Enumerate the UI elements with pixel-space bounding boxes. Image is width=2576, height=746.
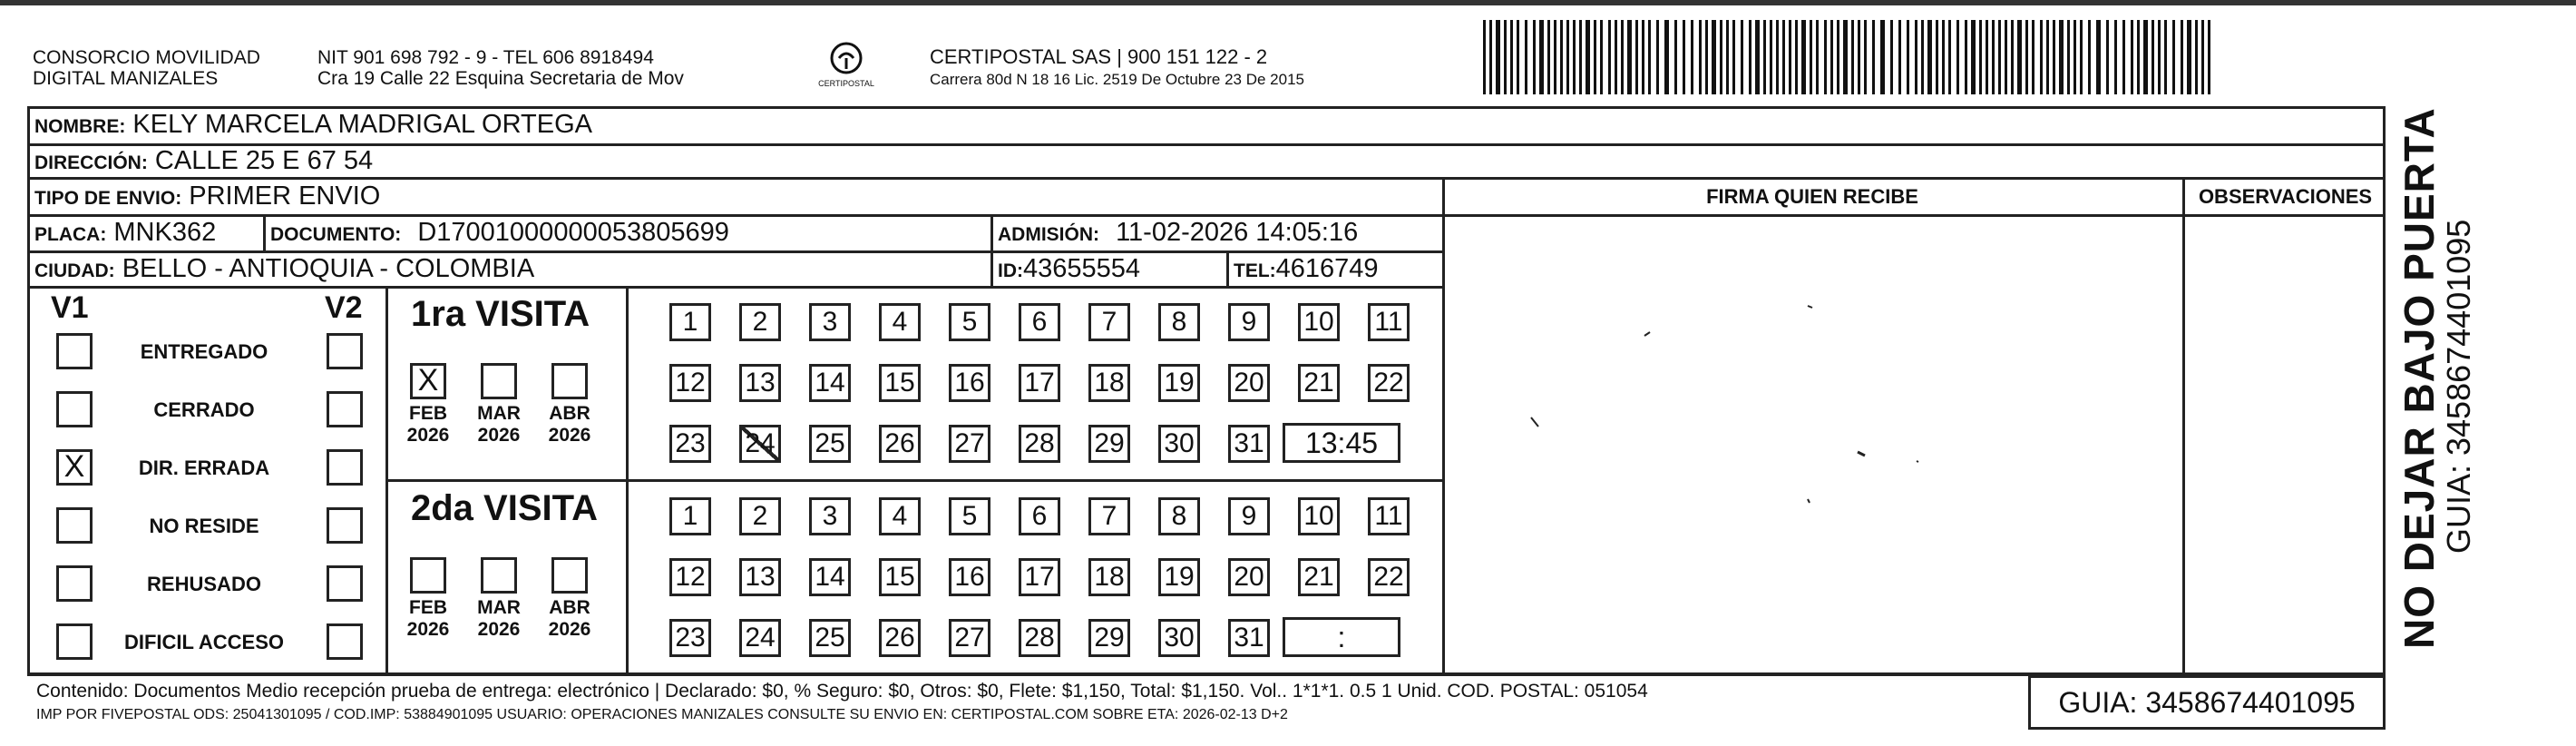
day-box[interactable]: 11 [1368,497,1410,535]
barcode-bar [1674,20,1677,94]
barcode-bar [1927,20,1932,94]
month-checkbox[interactable] [481,363,517,399]
barcode-bar [1517,20,1519,94]
v2-heading: V2 [325,290,363,325]
barcode-bar [1942,20,1945,94]
barcode-bar [1880,20,1885,94]
v1-checkbox[interactable] [56,391,93,427]
footer-line-2: IMP POR FIVEPOSTAL ODS: 25041301095 / COD.IMP: 53884901095 USUARIO: OPERACIONES MANIZALES CONSULTE SU ENVIO EN: CERTIPOSTAL.COM SOBRE ETA: 2026-02-13 D+2 [36,707,1288,722]
certipostal-info [930,45,1304,89]
barcode-bar [1858,20,1860,94]
barcode-bar [2122,20,2125,94]
barcode-bar [2080,20,2083,94]
month-year: 2026 [406,619,450,640]
day-box[interactable]: 1 [669,303,711,341]
barcode-bar [2143,20,2148,94]
nombre-label: NOMBRE: [34,116,126,137]
day-box[interactable]: 17 [1019,364,1060,402]
day-box[interactable]: 16 [949,558,990,596]
footer-guia: GUIA: 3458674401095 [2058,686,2356,719]
ciudad-label: CIUDAD: [34,260,115,281]
col-line-admision [990,214,993,286]
barcode-bar [1776,20,1779,94]
barcode-bar [1554,20,1556,94]
barcode-bar [2114,20,2117,94]
day-box[interactable]: 26 [879,619,921,657]
barcode-bar [1525,20,1527,94]
barcode-bar [1489,20,1492,94]
barcode-bar [1872,20,1875,94]
day-box[interactable]: 10 [1298,497,1340,535]
tipo-envio-value: PRIMER ENVIO [189,182,381,211]
day-box[interactable]: 27 [949,619,990,657]
day-box[interactable]: 1 [669,497,711,535]
barcode-bar [2046,20,2049,94]
barcode-bar [1971,20,1976,94]
day-box[interactable]: 25 [809,619,851,657]
footer-line-1: Contenido: Documentos Medio recepción prueba de entrega: electrónico | Declarado: $0, % Seguro: $0, Otros: $0, Flete: $1,150, Total: $1,150. Vol.. 1*1*1. 0.5 1 Unid. COD. POSTAL: 051054 [36,681,1648,702]
signature-area [1445,218,2182,672]
visit-time-box[interactable]: : [1283,617,1400,657]
barcode-bar [1843,20,1848,94]
v2-checkbox[interactable] [327,507,363,544]
certi-line-1: CERTIPOSTAL SAS | 900 151 122 - 2 [930,45,1268,68]
day-box[interactable]: 3 [809,497,851,535]
ciudad-field [34,255,534,285]
barcode-bar [1705,20,1708,94]
row-line [27,177,2386,180]
v1-checkbox[interactable] [56,507,93,544]
day-box[interactable]: 26 [879,425,921,463]
barcode-bar [1699,20,1702,94]
barcode-bar [1998,20,2001,94]
day-box[interactable]: 12 [669,364,711,402]
barcode-bar [2053,20,2055,94]
placa-value: MNK362 [113,218,217,247]
admision-label: ADMISIÓN: [998,224,1099,245]
day-box[interactable]: 31 [1228,619,1270,657]
barcode-bar [1615,20,1617,94]
outcome-label: NO RESIDE [149,515,259,537]
admision-field [998,219,1358,249]
day-box[interactable]: 15 [879,558,921,596]
day-box[interactable]: 19 [1158,558,1200,596]
barcode-bar [1749,20,1751,94]
day-box[interactable]: 29 [1088,619,1130,657]
barcode-bar [1635,20,1638,94]
month-checkbox[interactable] [551,363,588,399]
day-box[interactable]: 28 [1019,425,1060,463]
day-box[interactable]: 27 [949,425,990,463]
day-box[interactable]: 13 [739,364,781,402]
day-box[interactable]: 13 [739,558,781,596]
month-year: 2026 [477,619,521,640]
col-line-obs [2182,177,2185,673]
id-field [998,255,1140,285]
ciudad-value: BELLO - ANTIOQUIA - COLOMBIA [122,254,535,283]
v1-checkbox[interactable] [56,623,93,660]
barcode-bar [2073,20,2076,94]
col-line-documento [263,214,266,250]
barcode-bar [1789,20,1791,94]
barcode-bar [1726,20,1729,94]
barcode-bar [2067,20,2070,94]
tel-label: TEL: [1234,260,1276,281]
barcode-bar [1586,20,1590,94]
barcode-bar [1837,20,1839,94]
day-box[interactable]: 18 [1088,558,1130,596]
day-box[interactable]: 30 [1158,619,1200,657]
barcode-bar [2088,20,2091,94]
barcode-bar [1770,20,1772,94]
day-box[interactable]: 7 [1088,303,1130,341]
barcode-bar [2025,20,2028,94]
admision-value: 11-02-2026 14:05:16 [1116,218,1359,247]
barcode-bar [1979,20,1982,94]
barcode-bar [1810,20,1812,94]
day-box[interactable]: 20 [1228,364,1270,402]
no-dejar-bajo-puerta: NO DEJAR BAJO PUERTA [2395,107,2443,649]
barcode-bar [2195,20,2198,94]
barcode-bar [2164,20,2167,94]
barcode-bar [2011,20,2014,94]
barcode-bar [1648,20,1651,94]
barcode-bar [1830,20,1833,94]
barcode-bar [2131,20,2133,94]
documento-label: DOCUMENTO: [270,224,402,245]
barcode-bar [1656,20,1659,94]
day-box[interactable]: 22 [1368,558,1410,596]
barcode-bar [1504,20,1507,94]
company-line-1: CONSORCIO MOVILIDAD [33,47,260,68]
barcode-bar [1936,20,1938,94]
barcode-bar [1763,20,1766,94]
day-box[interactable]: 14 [809,558,851,596]
documento-value: D17001000000053805699 [417,218,729,247]
month-year: 2026 [548,619,591,640]
v1-checkbox[interactable]: X [56,449,93,486]
barcode-bar [1533,20,1536,94]
tipo-envio-field [34,182,380,212]
day-box[interactable]: 6 [1019,497,1060,535]
id-label: ID: [998,260,1023,281]
barcode-bar [2017,20,2022,94]
barcode-bar [2059,20,2064,94]
barcode-bar [1483,20,1486,94]
day-box[interactable]: 5 [949,303,990,341]
month-checkbox[interactable] [410,557,446,594]
visit-time-box[interactable]: 13:45 [1283,423,1400,463]
barcode-bar [1948,20,1951,94]
day-box[interactable]: 8 [1158,497,1200,535]
month-year: 2026 [477,425,521,446]
month-year: 2026 [548,425,591,446]
day-box[interactable]: 25 [809,425,851,463]
placa-label: PLACA: [34,224,107,245]
day-box[interactable]: 21 [1298,558,1340,596]
barcode-bar [1642,20,1644,94]
barcode-bar [1600,20,1603,94]
barcode-bar [2106,20,2109,94]
month-label: FEB [409,403,447,424]
outcome-label: CERRADO [153,398,255,421]
visit-divider [385,479,1444,482]
certi-line-2: Carrera 80d N 18 16 Lic. 2519 De Octubre 23 De 2015 [930,71,1304,88]
day-box[interactable]: 19 [1158,364,1200,402]
outcome-label: ENTREGADO [140,340,268,363]
day-box[interactable]: 20 [1228,558,1270,596]
barcode-bar [1816,20,1819,94]
month-label: FEB [409,597,447,618]
outcome-label: REHUSADO [147,573,261,595]
day-box[interactable]: 15 [879,364,921,402]
barcode-bar [1560,20,1563,94]
barcode-bar [1579,20,1582,94]
day-box[interactable]: 17 [1019,558,1060,596]
barcode-bar [2172,20,2175,94]
day-box[interactable]: 21 [1298,364,1340,402]
v2-checkbox[interactable] [327,391,363,427]
month-checkbox[interactable] [551,557,588,594]
day-box[interactable]: 29 [1088,425,1130,463]
barcode-bar [1627,20,1632,94]
barcode-bar [1898,20,1901,94]
day-box[interactable]: 28 [1019,619,1060,657]
barcode-bar [1890,20,1893,94]
barcode-bar [2005,20,2007,94]
nombre-value: KELY MARCELA MADRIGAL ORTEGA [132,110,592,139]
direccion-value: CALLE 25 E 67 54 [154,146,374,175]
day-box[interactable]: 2 [739,303,781,341]
visit-title: 1ra VISITA [411,294,590,334]
nombre-field [34,111,592,141]
outcome-label: DIFICIL ACCESO [123,631,284,653]
firma-heading: FIRMA QUIEN RECIBE [1706,185,1918,208]
barcode-bar [1732,20,1735,94]
id-value: 43655554 [1023,254,1141,283]
v2-checkbox[interactable] [327,565,363,602]
row-line [27,143,2386,146]
barcode-bar [1621,20,1624,94]
top-scan-edge [0,0,2576,5]
day-box[interactable]: 14 [809,364,851,402]
day-box[interactable]: 3 [809,303,851,341]
day-box[interactable]: 23 [669,619,711,657]
barcode-bar [1965,20,1967,94]
month-checkbox[interactable]: X [410,363,446,399]
barcode-bar [2208,20,2210,94]
barcode [1483,20,2213,94]
day-box[interactable]: 23 [669,425,711,463]
barcode-bar [1986,20,1988,94]
barcode-bar [1510,20,1513,94]
day-box[interactable]: 10 [1298,303,1340,341]
direccion-field [34,147,373,177]
tipo-envio-label: TIPO DE ENVIO: [34,188,182,209]
barcode-bar [1795,20,1798,94]
v2-checkbox[interactable] [327,623,363,660]
barcode-bar [2187,20,2191,94]
day-box[interactable]: 7 [1088,497,1130,535]
barcode-bar [1594,20,1596,94]
direccion-label: DIRECCIÓN: [34,152,148,173]
certipostal-logo [816,40,876,88]
month-label: MAR [477,597,521,618]
day-box[interactable]: 8 [1158,303,1200,341]
barcode-bar [1921,20,1924,94]
row-line [27,286,1444,289]
barcode-bar [1755,20,1760,94]
day-box[interactable]: 12 [669,558,711,596]
barcode-bar [1956,20,1959,94]
address-line: Cra 19 Calle 22 Esquina Secretaria de Mov [317,68,684,89]
day-box[interactable]: 11 [1368,303,1410,341]
row-line [27,250,1444,253]
placa-field [34,219,216,249]
company-line-2: DIGITAL MANIZALES [33,68,219,89]
barcode-bar [1608,20,1611,94]
barcode-bar [1851,20,1854,94]
barcode-bar [1824,20,1827,94]
barcode-bar [1712,20,1716,94]
day-box[interactable]: 5 [949,497,990,535]
barcode-bar [1683,20,1685,94]
month-year: 2026 [406,425,450,446]
tel-field [1234,255,1379,285]
nit-line: NIT 901 698 792 - 9 - TEL 606 8918494 [317,47,654,68]
outcome-label: DIR. ERRADA [138,456,270,479]
day-box[interactable]: 9 [1228,497,1270,535]
day-box[interactable]: 22 [1368,364,1410,402]
tel-value: 4616749 [1275,254,1379,283]
barcode-bar [1496,20,1500,94]
month-checkbox[interactable] [481,557,517,594]
barcode-bar [2158,20,2161,94]
v1-checkbox[interactable] [56,565,93,602]
logo-text: CERTIPOSTAL [818,79,874,88]
day-box[interactable]: 4 [879,303,921,341]
day-box[interactable]: 9 [1228,303,1270,341]
barcode-bar [1539,20,1544,94]
day-box[interactable]: 18 [1088,364,1130,402]
company-name [33,47,260,89]
signature-marks [1445,218,2182,672]
row-line [27,214,2386,217]
barcode-bar [1573,20,1576,94]
barcode-bar [1907,20,1909,94]
company-contact [317,47,684,89]
barcode-bar [1782,20,1785,94]
barcode-bar [1915,20,1917,94]
month-label: ABR [549,403,590,424]
barcode-bar [2201,20,2204,94]
barcode-bar [2096,20,2101,94]
barcode-bar [2040,20,2043,94]
barcode-bar [1801,20,1806,94]
observaciones-heading: OBSERVACIONES [2198,185,2373,208]
col-line-tel [1226,250,1229,286]
barcode-bar [1864,20,1867,94]
barcode-bar [2152,20,2154,94]
side-guia: GUIA: 3458674401095 [2440,219,2477,554]
day-box[interactable]: 30 [1158,425,1200,463]
day-box[interactable]: 31 [1228,425,1270,463]
month-label: MAR [477,403,521,424]
barcode-bar [1547,20,1550,94]
barcode-bar [1664,20,1669,94]
barcode-bar [2032,20,2034,94]
month-label: ABR [549,597,590,618]
visit-title: 2da VISITA [411,488,598,528]
barcode-bar [1720,20,1722,94]
day-box[interactable]: 6 [1019,303,1060,341]
barcode-bar [1566,20,1569,94]
barcode-bar [2181,20,2183,94]
day-box[interactable]: 4 [879,497,921,535]
v1-heading: V1 [51,290,89,325]
day-box[interactable]: 24 [739,425,781,463]
v1-checkbox[interactable] [56,333,93,369]
certipostal-logo-icon [828,40,864,76]
barcode-bar [1741,20,1743,94]
v2-checkbox[interactable] [327,449,363,486]
barcode-bar [1992,20,1995,94]
v2-checkbox[interactable] [327,333,363,369]
day-box[interactable]: 24 [739,619,781,657]
barcode-bar [1691,20,1693,94]
barcode-bar [2137,20,2140,94]
day-box[interactable]: 16 [949,364,990,402]
documento-field [270,219,729,249]
day-box[interactable]: 2 [739,497,781,535]
